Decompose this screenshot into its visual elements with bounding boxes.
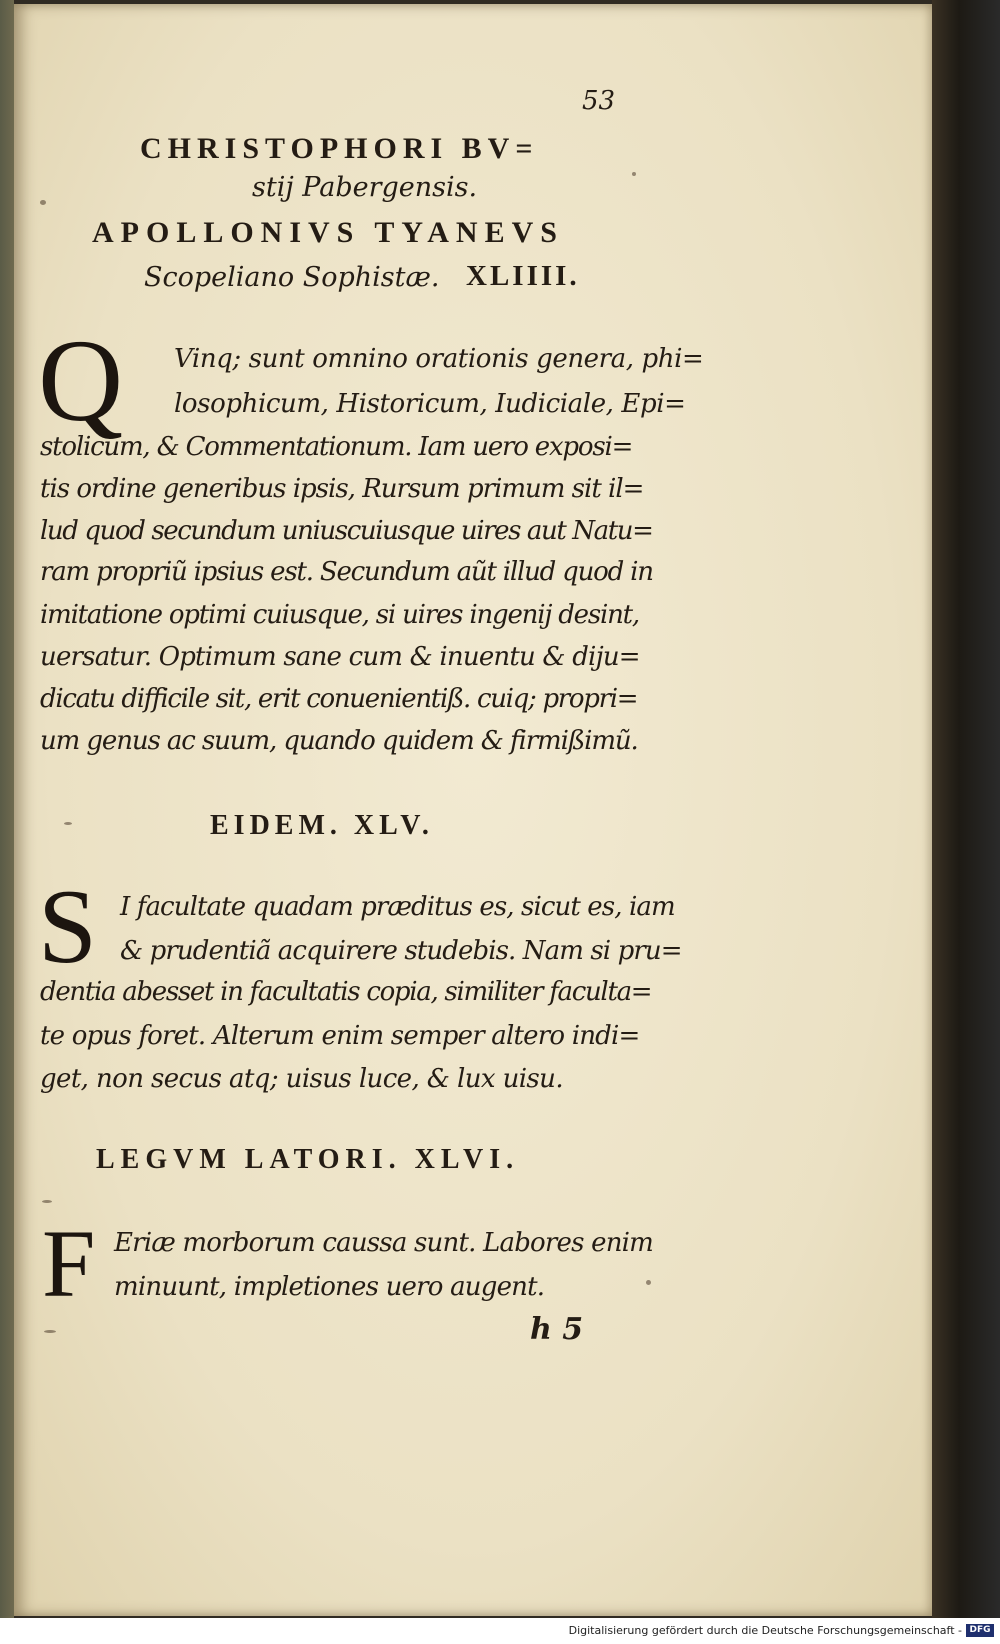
page-edge-shadow — [932, 0, 1000, 1618]
letter1-line: losophicum, Historicum, Iudiciale, Epi= — [174, 389, 686, 419]
letter1-line: um genus ac suum, quando quidem & firmißimũ. — [40, 726, 638, 756]
ink-speck — [40, 200, 46, 205]
letter1-line: stolicum, & Commentationum. Iam uero exposi= — [40, 432, 633, 462]
ink-speck — [64, 822, 72, 825]
ink-speck — [44, 1330, 56, 1333]
dfg-logo: DFG — [966, 1624, 994, 1637]
letter-title-line: APOLLONIVS TYANEVS — [92, 216, 564, 249]
letter1-line: Vinq; sunt omnino orationis genera, phi= — [174, 344, 704, 374]
letter-number: XLIIII. — [466, 260, 580, 292]
drop-cap-f: F — [42, 1210, 96, 1317]
ink-speck — [42, 1200, 52, 1203]
letter2-line: I facultate quadam præditus es, sicut es, iam — [120, 892, 675, 922]
letter1-line: uersatur. Optimum sane cum & inuentu & diju= — [40, 642, 640, 672]
author-name-line: CHRISTOPHORI BV= — [140, 132, 539, 165]
letter1-line: ram propriũ ipsius est. Secundum aũt illud quod in — [40, 557, 653, 587]
letter2-line: te opus foret. Alterum enim semper altero indi= — [40, 1021, 640, 1051]
author-origin-line: stij Pabergensis. — [252, 172, 478, 203]
section-heading: EIDEM. XLV. — [210, 810, 434, 841]
footer-bar — [0, 1618, 1000, 1644]
letter2-line: dentia abesset in facultatis copia, similiter faculta= — [40, 977, 652, 1007]
letter2-line: & prudentiã acquirere studebis. Nam si pru= — [120, 936, 682, 966]
book-page — [14, 4, 932, 1616]
letter1-line: imitatione optimi cuiusque, si uires ingenij desint, — [40, 600, 639, 630]
letter1-line: dicatu difficile sit, erit conuenientiß. cuiq; propri= — [40, 684, 638, 714]
ink-speck — [646, 1280, 651, 1285]
footer-credit: Digitalisierung gefördert durch die Deutsche Forschungsgemeinschaft - — [568, 1624, 962, 1637]
letter3-line: Eriæ morborum caussa sunt. Labores enim — [114, 1228, 654, 1258]
page-number: 53 — [582, 86, 616, 116]
letter1-line: tis ordine generibus ipsis, Rursum primum sit il= — [40, 474, 644, 504]
letter3-line: minuunt, impletiones uero augent. — [114, 1272, 545, 1302]
book-binding — [0, 0, 14, 1618]
letter1-line: lud quod secundum uniuscuiusque uires aut Natu= — [40, 516, 653, 546]
letter2-line: get, non secus atq; uisus luce, & lux uisu. — [40, 1064, 563, 1094]
section-heading: LEGVM LATORI. XLVI. — [96, 1144, 520, 1175]
ink-speck — [632, 172, 636, 176]
signature-mark: h 5 — [530, 1312, 584, 1347]
drop-cap-q: Q — [38, 315, 124, 446]
addressee-line: Scopeliano Sophistæ. — [144, 262, 440, 293]
drop-cap-s: S — [38, 868, 97, 985]
